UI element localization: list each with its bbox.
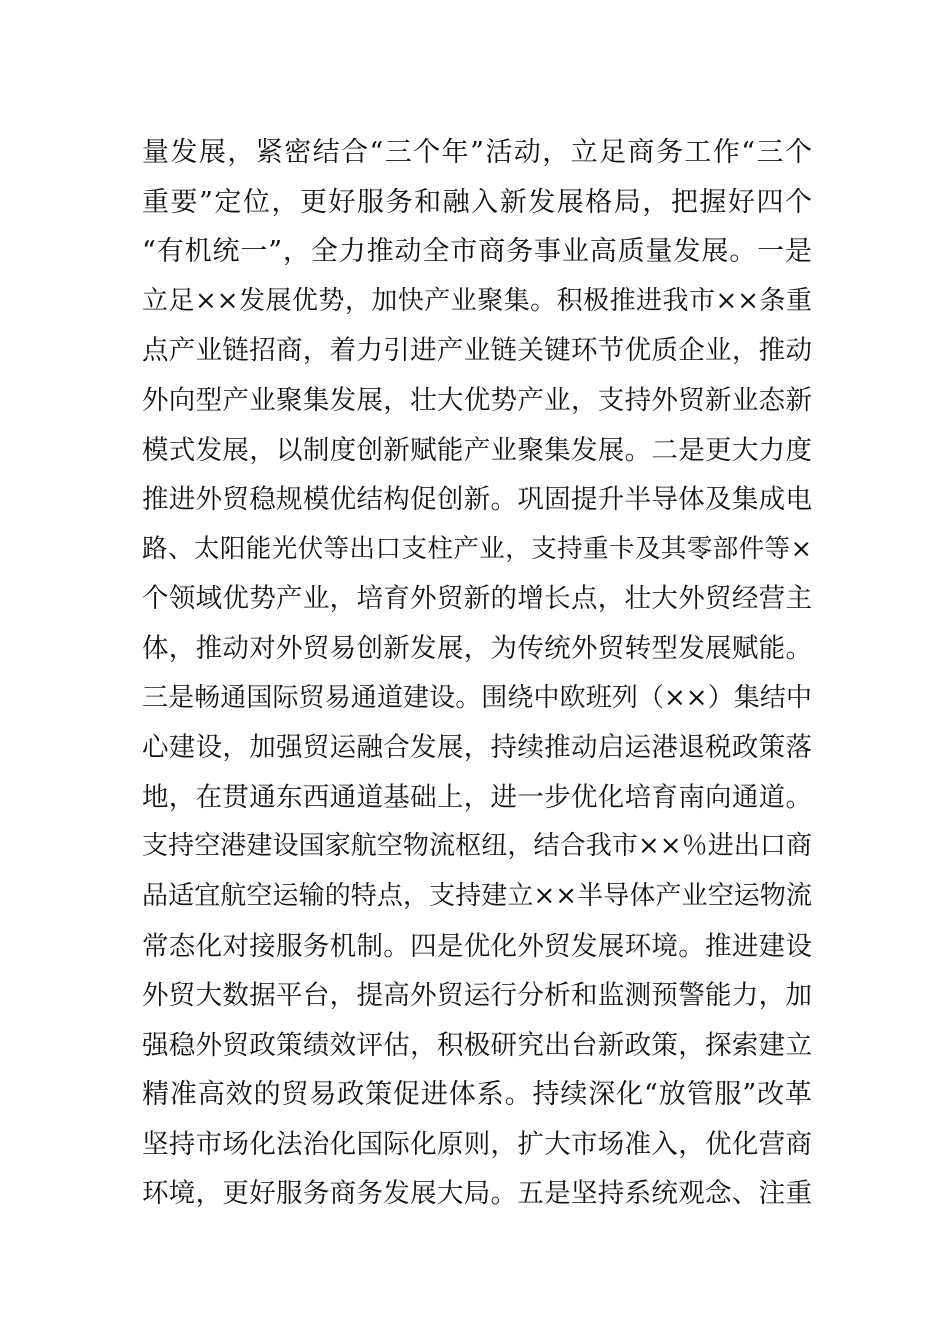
text-line: 常态化对接服务机制。四是优化外贸发展环境。推进建设 <box>142 930 812 962</box>
text-line: 重要”定位，更好服务和融入新发展格局，把握好四个 <box>142 186 812 218</box>
text-line: 环境，更好服务商务发展大局。五是坚持系统观念、注重 <box>142 1178 812 1210</box>
text-line: 模式发展，以制度创新赋能产业聚集发展。二是更大力度 <box>142 434 812 466</box>
text-line: 体，推动对外贸易创新发展，为传统外贸转型发展赋能。 <box>142 632 812 664</box>
text-line: 路、太阳能光伏等出口支柱产业，支持重卡及其零部件等× <box>142 533 812 564</box>
text-line: 品适宜航空运输的特点，支持建立××半导体产业空运物流 <box>142 880 812 911</box>
text-line: 量发展，紧密结合“三个年”活动，立足商务工作“三个 <box>142 137 812 168</box>
text-line: 推进外贸稳规模优结构促创新。巩固提升半导体及集成电 <box>142 484 812 516</box>
text-line: 心建设，加强贸运融合发展，持续推动启运港退税政策落 <box>142 732 812 764</box>
text-line: “有机统一”，全力推动全市商务事业高质量发展。一是 <box>142 236 812 268</box>
text-line: 外贸大数据平台，提高外贸运行分析和监测预警能力，加 <box>142 980 812 1012</box>
text-line: 个领域优势产业，培育外贸新的增长点，壮大外贸经营主 <box>142 583 812 615</box>
text-line: 强稳外贸政策绩效评估，积极研究出台新政策，探索建立 <box>142 1029 812 1061</box>
text-line: 外向型产业聚集发展，壮大优势产业，支持外贸新业态新 <box>142 384 812 416</box>
body-text <box>142 128 812 1219</box>
text-line: 地，在贯通东西通道基础上，进一步优化培育南向通道。 <box>142 781 812 813</box>
text-line: 坚持市场化法治化国际化原则，扩大市场准入，优化营商 <box>142 1128 812 1160</box>
text-line: 立足××发展优势，加快产业聚集。积极推进我市××条重 <box>142 285 812 316</box>
text-line: 精准高效的贸易政策促进体系。持续深化“放管服”改革 <box>142 1079 812 1111</box>
text-line: 点产业链招商，着力引进产业链关键环节优质企业，推动 <box>142 335 812 367</box>
text-line: 三是畅通国际贸易通道建设。围绕中欧班列（××）集结中 <box>142 682 812 713</box>
text-line: 支持空港建设国家航空物流枢纽，结合我市××％进出口商 <box>142 831 812 862</box>
